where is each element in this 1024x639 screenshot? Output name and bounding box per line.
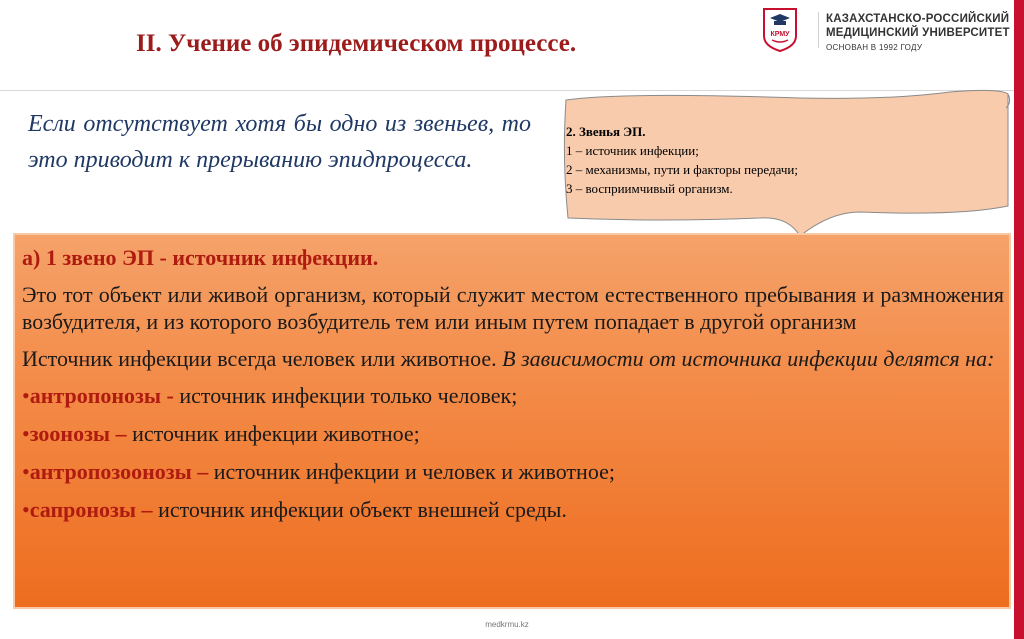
bullet-text: источник инфекции животное; — [126, 421, 420, 446]
logo-separator — [818, 12, 819, 48]
footer-url: medkrmu.kz — [485, 620, 529, 629]
university-line-2: МЕДИЦИНСКИЙ УНИВЕРСИТЕТ — [826, 27, 1010, 39]
bullet-icon: • — [22, 497, 30, 522]
bullet-term: сапронозы – — [29, 497, 153, 522]
classification-intro: В зависимости от источника инфекции делятся на: — [502, 346, 995, 371]
university-name — [826, 12, 1010, 52]
intro-text: Если отсутствует хотя бы одно из звеньев, то это приводит к прерыванию эпидпроцесса. — [28, 111, 531, 173]
classification-paragraph — [22, 345, 1004, 372]
university-logo — [750, 6, 810, 52]
university-founded: ОСНОВАН В 1992 ГОДУ — [826, 43, 923, 52]
scroll-item: 3 – восприимчивый организм. — [566, 181, 733, 196]
page-title: II. Учение об эпидемическом процессе. — [136, 30, 577, 57]
list-item — [22, 382, 1004, 409]
bullet-text: источник инфекции только человек; — [173, 383, 518, 408]
bullet-term: зоонозы – — [29, 421, 127, 446]
bullet-text: источник инфекции объект внешней среды. — [152, 497, 567, 522]
source-statement: Источник инфекции всегда человек или животное. — [22, 346, 503, 371]
list-item — [22, 458, 1004, 485]
university-line-1: КАЗАХСТАНСКО-РОССИЙСКИЙ — [826, 13, 1010, 25]
list-item — [22, 496, 1004, 523]
bullet-icon: • — [22, 421, 30, 446]
bullet-term: антропонозы - — [29, 383, 174, 408]
logo-text: КРМУ — [770, 31, 790, 38]
scroll-callout-text — [566, 122, 906, 198]
bullet-icon: • — [22, 383, 30, 408]
bullet-text: источник инфекции и человек и животное; — [208, 459, 615, 484]
definition-paragraph: Это тот объект или живой организм, который служит местом естественного пребывания и размножения возбудителя, и из которого возбудитель тем или иным путем попадает в другой организм — [22, 282, 1004, 334]
scroll-item: 2 – механизмы, пути и факторы передачи; — [566, 162, 798, 177]
scroll-item: 1 – источник инфекции; — [566, 143, 699, 158]
right-accent-stripe — [1014, 0, 1024, 639]
content-text — [22, 244, 1004, 534]
bullet-term: антропозоонозы – — [29, 459, 209, 484]
bullet-icon: • — [22, 459, 30, 484]
list-item — [22, 420, 1004, 447]
section-heading: а) 1 звено ЭП - источник инфекции. — [22, 245, 379, 270]
scroll-title: 2. Звенья ЭП. — [566, 124, 646, 139]
